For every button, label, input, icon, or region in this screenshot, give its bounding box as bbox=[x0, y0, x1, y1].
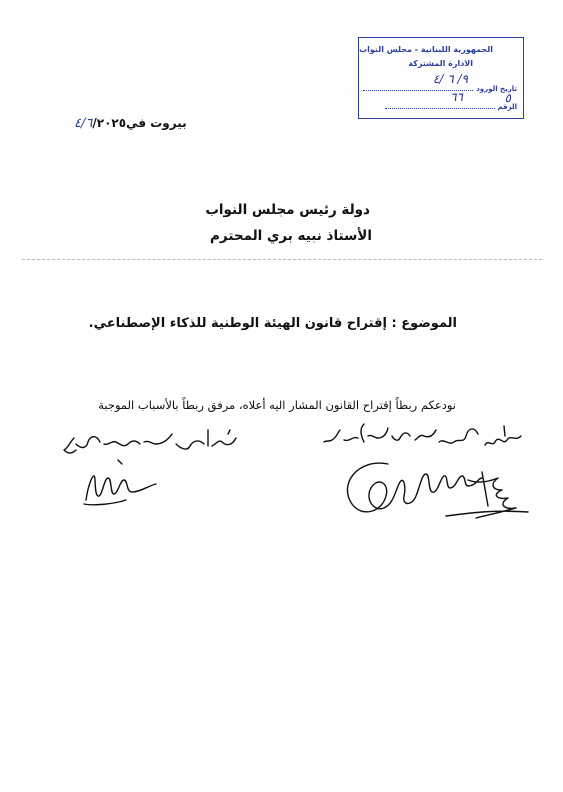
stamp-date-label: تاريخ الورود bbox=[476, 85, 517, 93]
signature-right bbox=[318, 420, 533, 530]
stamp-number-dots bbox=[385, 100, 495, 109]
signature-left bbox=[58, 424, 248, 514]
addressee-title: دولة رئيس مجلس النواب bbox=[205, 202, 370, 218]
date-handwritten: ٤/٦ bbox=[74, 116, 93, 131]
divider bbox=[22, 259, 542, 260]
receipt-stamp bbox=[358, 37, 524, 119]
letter-body: نودعكم ربطاً إقتراح القانون المشار اليه أعلاه، مرفق ربطاً بالأسباب الموجبة bbox=[98, 398, 456, 412]
stamp-handwritten-date: ٩/ ٦ /٤ bbox=[432, 72, 468, 86]
date-prefix: بيروت في bbox=[126, 116, 187, 130]
stamp-title: الجمهورية اللبنانية - مجلس النواب bbox=[359, 45, 493, 54]
stamp-department: الادارة المشتركة bbox=[408, 59, 473, 68]
stamp-handwritten-year: ٥ bbox=[504, 91, 511, 105]
date-year: /٢٠٢٥ bbox=[92, 116, 127, 130]
letter-date bbox=[74, 116, 187, 131]
addressee-name: الأستاذ نبيه بري المحترم bbox=[210, 228, 372, 244]
stamp-handwritten-number: ٦٦ bbox=[450, 90, 463, 104]
stamp-number-label: الرقم bbox=[497, 103, 517, 111]
letter-subject: الموضوع : إقتراح قانون الهيئة الوطنية للذكاء الإصطناعي. bbox=[88, 316, 457, 331]
